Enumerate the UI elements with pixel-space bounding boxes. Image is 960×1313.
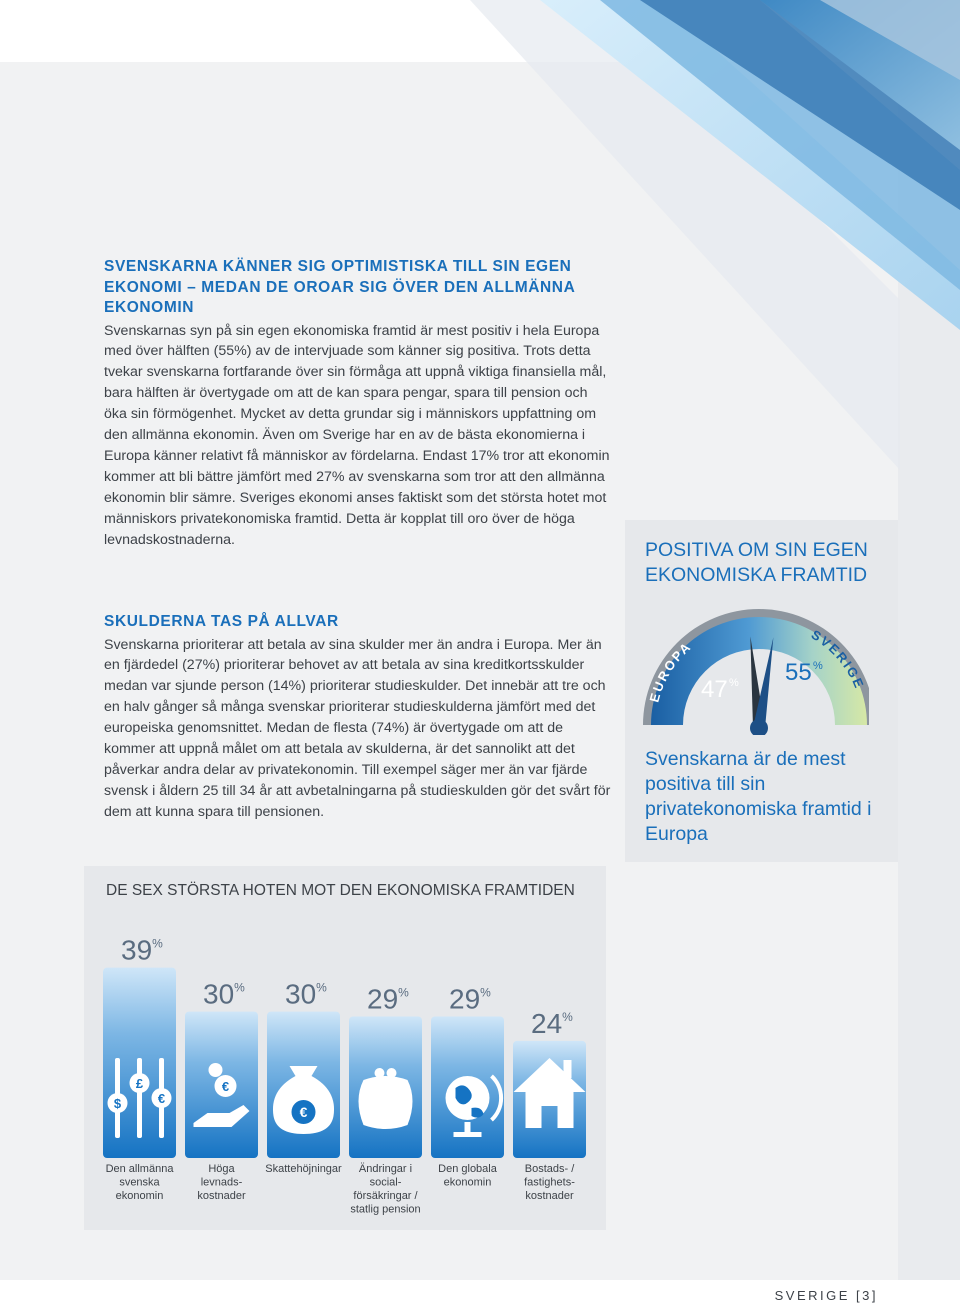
threat-bar-group [185, 979, 258, 1202]
threat-value-label: 30% [203, 978, 245, 1010]
threat-value-label: 30% [285, 978, 327, 1010]
threat-bar-group [431, 983, 504, 1188]
svg-text:€: € [221, 1079, 230, 1094]
threat-category-label: Den globala ekonomin [438, 1163, 497, 1189]
threat-category-label: Höga levnads-kostnader [197, 1163, 246, 1202]
threat-category-label: Den allmänna svenska ekonomin [105, 1163, 174, 1202]
threat-category-label: Bostads- / fastighets-kostnader [524, 1163, 575, 1202]
gauge-europe-label: EUROPA [646, 638, 695, 704]
gauge-sweden-value: 55 [785, 659, 812, 686]
gauge-needles [750, 636, 773, 729]
threats-chart-box [84, 866, 606, 1230]
section-optimism [104, 257, 614, 550]
sidebox-title: POSITIVA OM SIN EGEN EKONOMISKA FRAMTID [645, 539, 868, 586]
section-debts-body: Svenskarna prioriterar att betala av sina skulder mer än andra i Europa. Mer än en fjärdedel (27%) prioriterar behovet av att betala av sina kreditkortsskulder medan var sjunde person (14%) prioriterar studieskulder. Det innebär att tre och en halv gånger så många svenskar prioriterar studieskulderna jämfört med det europeiska genomsnittet. Medan de flesta (74%) är övertygade om att de kommer att uppnå målet om att betala av skulderna, är det sannolikt att det påverkar andra delar av privatekonomin. Till exempel säger mer än var fjärde svensk i åldern 25 till 34 år att avbetalningarna på studieskulden gör det svårt för dem att kunna spara till pensionen. [104, 636, 611, 820]
gauge-europe-value: 47 [701, 676, 728, 703]
section-debts-heading: SKULDERNA TAS PÅ ALLVAR [104, 613, 339, 630]
threats-chart-title: DE SEX STÖRSTA HOTEN MOT DEN EKONOMISKA FRAMTIDEN [106, 882, 575, 899]
threat-bar-group [349, 983, 422, 1215]
threat-bar-group [103, 935, 176, 1202]
threat-bar-group [265, 979, 342, 1175]
threat-category-label: Skattehöjningar [265, 1163, 342, 1175]
section-debts [104, 612, 614, 823]
section-optimism-heading: SVENSKARNA KÄNNER SIG OPTIMISTISKA TILL SIN EGEN EKONOMI – MEDAN DE OROAR SIG ÖVER DEN ALLMÄNNA EKONOMIN [104, 258, 575, 316]
gauge-europe-unit: % [729, 677, 739, 689]
threat-value-label: 29% [449, 983, 491, 1015]
page-footer: SVERIGE [3] [774, 1288, 878, 1303]
gauge-sweden-unit: % [813, 660, 823, 672]
currency-sliders-icon [108, 1058, 172, 1138]
sidebox-caption: Svenskarna är de mest positiva till sin privatekonomiska framtid i Europa [645, 748, 872, 845]
gauge-sweden-label: SVERIGE [808, 626, 868, 692]
threats-chart [84, 866, 606, 1230]
svg-text:€: € [299, 1104, 308, 1120]
threat-value-label: 39% [121, 934, 163, 966]
threat-value-label: 24% [531, 1007, 573, 1039]
positivity-sidebox [625, 520, 898, 862]
threat-bar-group [513, 1008, 586, 1202]
svg-text:£: £ [135, 1076, 144, 1091]
threat-category-label: Ändringar i social-försäkringar / statlig pension [350, 1163, 421, 1216]
svg-text:€: € [157, 1091, 166, 1106]
positivity-gauge [639, 600, 869, 735]
svg-text:$: $ [113, 1096, 122, 1111]
section-optimism-body: Svenskarnas syn på sin egen ekonomiska framtid är mest positiv i hela Europa med över hälften (55%) av de intervjuade som känner sig positiva. Trots detta tvekar svenskarna fortfarande över sin förmåga att uppnå viktiga finansiella mål, bara hälften är övertygade om att de kan spara pengar, spara till pension och öka sin förmögenhet. Mycket av detta grundar sig i människors uppfattning om den allmänna ekonomin. Även om Sverige har en av de bästa ekonomierna i Europa känner relativt få människor av fördelarna. Endast 17% tror att ekonomin kommer att bli bättre jämfört med 27% av svenskarna som tror att den allmänna ekonomin blir sämre. Sveriges ekonomi anses faktiskt som det största hotet mot människors privatekonomiska framtid. Detta är kopplat till oro över de höga levnadskostnaderna. [104, 322, 610, 548]
page-right-strip [898, 470, 960, 1280]
threat-value-label: 29% [367, 983, 409, 1015]
